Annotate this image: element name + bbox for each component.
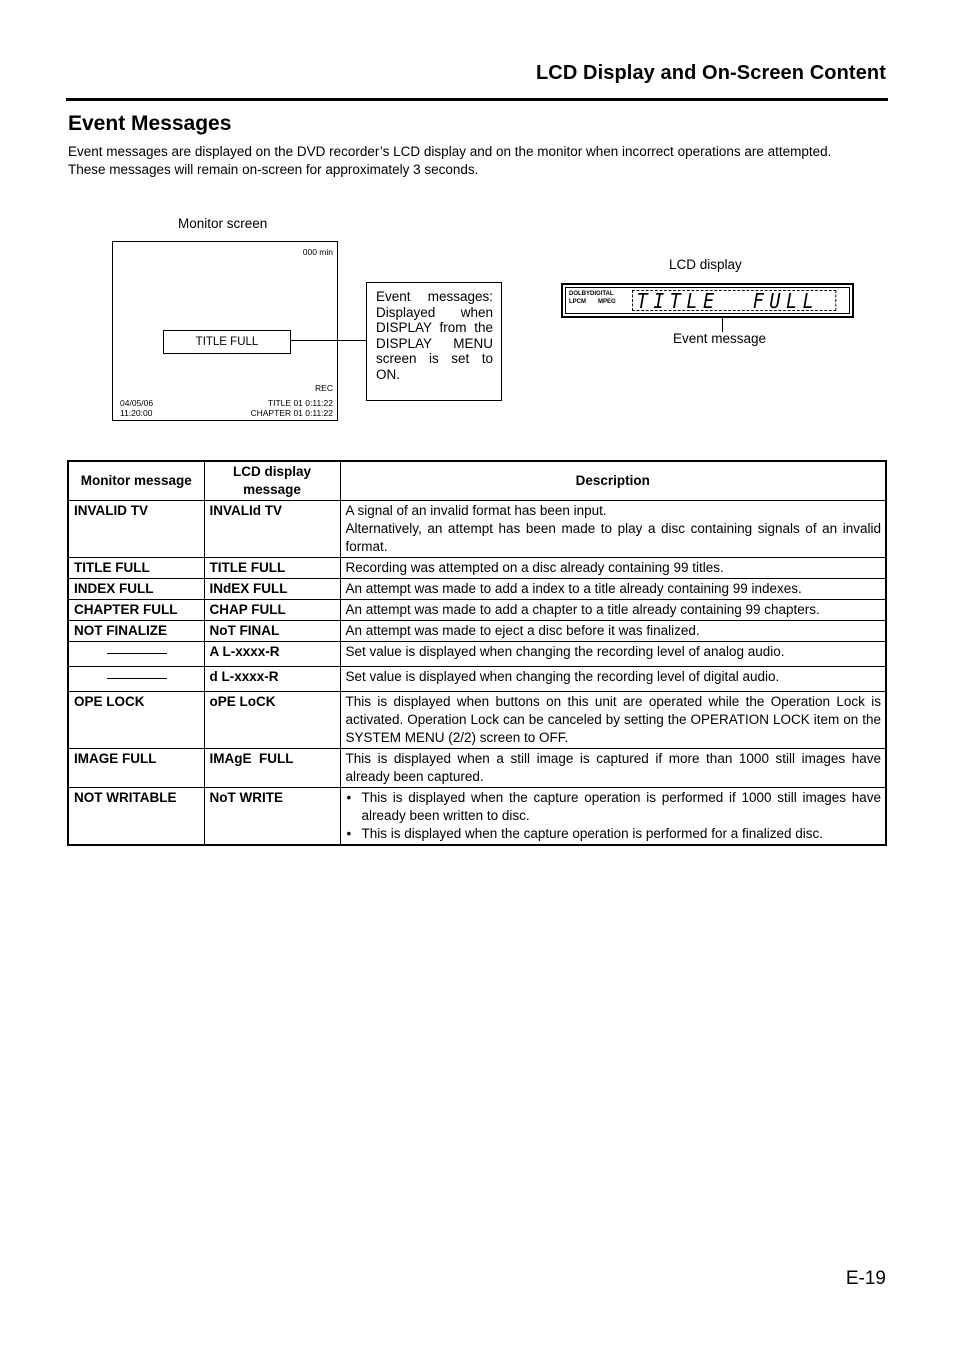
monitor-message-cell: CHAPTER FULL [68, 600, 204, 621]
lcd-message-cell: TITLE FULL [204, 558, 340, 579]
no-monitor-message-dash [107, 653, 167, 654]
header-rule [66, 98, 888, 101]
monitor-date: 04/05/06 [120, 398, 154, 408]
monitor-message-cell: IMAGE FULL [68, 749, 204, 788]
lcd-segment-text: TITLE FULL [632, 290, 836, 311]
monitor-message-cell: INDEX FULL [68, 579, 204, 600]
monitor-message-cell: TITLE FULL [68, 558, 204, 579]
event-message-callout: Event messages: Displayed when DISPLAY from the DISPLAY MENU screen is set to ON. [366, 282, 502, 401]
page-number: E-19 [845, 1268, 886, 1289]
description-cell: Set value is displayed when changing the recording level of digital audio. [340, 667, 886, 692]
monitor-message-cell: NOT FINALIZE [68, 621, 204, 642]
table-row [68, 579, 886, 600]
description-cell: An attempt was made to add a index to a title already containing 99 indexes. [340, 579, 886, 600]
description-cell: This is displayed when a still image is captured if more than 1000 still images have already been captured. [340, 749, 886, 788]
table-row [68, 788, 886, 846]
intro-line-2: These messages will remain on-screen for approximately 3 seconds. [68, 162, 479, 177]
monitor-message-cell: OPE LOCK [68, 692, 204, 749]
lcd-message-cell: NoT FINAL [204, 621, 340, 642]
lcd-message-cell: INVALId TV [204, 501, 340, 558]
table-row [68, 621, 886, 642]
lcd-display-panel [561, 283, 854, 318]
lcd-message-cell: NoT WRITE [204, 788, 340, 846]
intro-text [68, 143, 890, 179]
lcd-event-label: Event message [673, 331, 767, 346]
dolby-digital-indicator: DOLBYDIGITAL [569, 291, 614, 297]
monitor-message-cell: NOT WRITABLE [68, 788, 204, 846]
lpcm-indicator: LPCM [569, 299, 586, 305]
monitor-screen-caption: Monitor screen [178, 216, 268, 231]
rec-indicator: REC [315, 383, 333, 393]
remaining-time: 000 min [302, 247, 333, 257]
table-row [68, 600, 886, 621]
lcd-display-frame [565, 287, 850, 314]
description-cell: A signal of an invalid format has been input. Alternatively, an attempt has been made to play a disc containing signals of an invalid format. [340, 501, 886, 558]
description-cell [340, 788, 886, 846]
monitor-chapter-time: CHAPTER 01 0:11:22 [250, 408, 333, 418]
description-cell: An attempt was made to add a chapter to a title already containing 99 chapters. [340, 600, 886, 621]
lcd-message-cell: d L-xxxx-R [204, 667, 340, 692]
monitor-message-cell-empty [68, 667, 204, 692]
mpeg-indicator: MPEG [598, 299, 616, 305]
lcd-message-cell: oPE LoCK [204, 692, 340, 749]
monitor-screen [112, 241, 338, 421]
description-cell: Set value is displayed when changing the recording level of analog audio. [340, 642, 886, 667]
intro-line-1: Event messages are displayed on the DVD recorder’s LCD display and on the monitor when incorrect operations are attempted. [68, 144, 832, 159]
lcd-message-cell: A L-xxxx-R [204, 642, 340, 667]
table-row [68, 501, 886, 558]
bullet-item: • This is displayed when the capture operation is performed if 1000 still images have already been written to disc. [346, 789, 882, 825]
monitor-time: 11:20:00 [120, 408, 153, 418]
lcd-message-cell: CHAP FULL [204, 600, 340, 621]
lcd-message-cell: INdEX FULL [204, 579, 340, 600]
description-bullet-list [346, 789, 882, 843]
monitor-message-cell: INVALID TV [68, 501, 204, 558]
monitor-title-time: TITLE 01 0:11:22 [267, 398, 333, 408]
table-row [68, 749, 886, 788]
col-header-monitor: Monitor message [68, 461, 204, 501]
section-title: Event Messages [68, 112, 232, 135]
table-row [68, 558, 886, 579]
lcd-message-cell: IMAgE FULL [204, 749, 340, 788]
lcd-pointer-line [722, 316, 723, 332]
monitor-message-cell-empty [68, 642, 204, 667]
no-monitor-message-dash [107, 678, 167, 679]
description-cell: Recording was attempted on a disc already containing 99 titles. [340, 558, 886, 579]
lcd-display-caption: LCD display [669, 257, 742, 272]
event-messages-table [67, 460, 887, 846]
header-title: LCD Display and On-Screen Content [535, 62, 886, 84]
table-row [68, 667, 886, 692]
col-header-lcd: LCD display message [204, 461, 340, 501]
col-header-description: Description [340, 461, 886, 501]
monitor-event-message: TITLE FULL [163, 330, 291, 354]
table-header-row [68, 461, 886, 501]
description-cell: An attempt was made to eject a disc before it was finalized. [340, 621, 886, 642]
table-row [68, 642, 886, 667]
bullet-item: • This is displayed when the capture operation is performed for a finalized disc. [346, 825, 882, 843]
callout-connector [291, 340, 367, 341]
description-cell: This is displayed when buttons on this unit are operated while the Operation Lock is activated. Operation Lock can be canceled by setting the OPERATION LOCK item on the SYSTEM MENU (2/2) screen to OFF. [340, 692, 886, 749]
table-row [68, 692, 886, 749]
